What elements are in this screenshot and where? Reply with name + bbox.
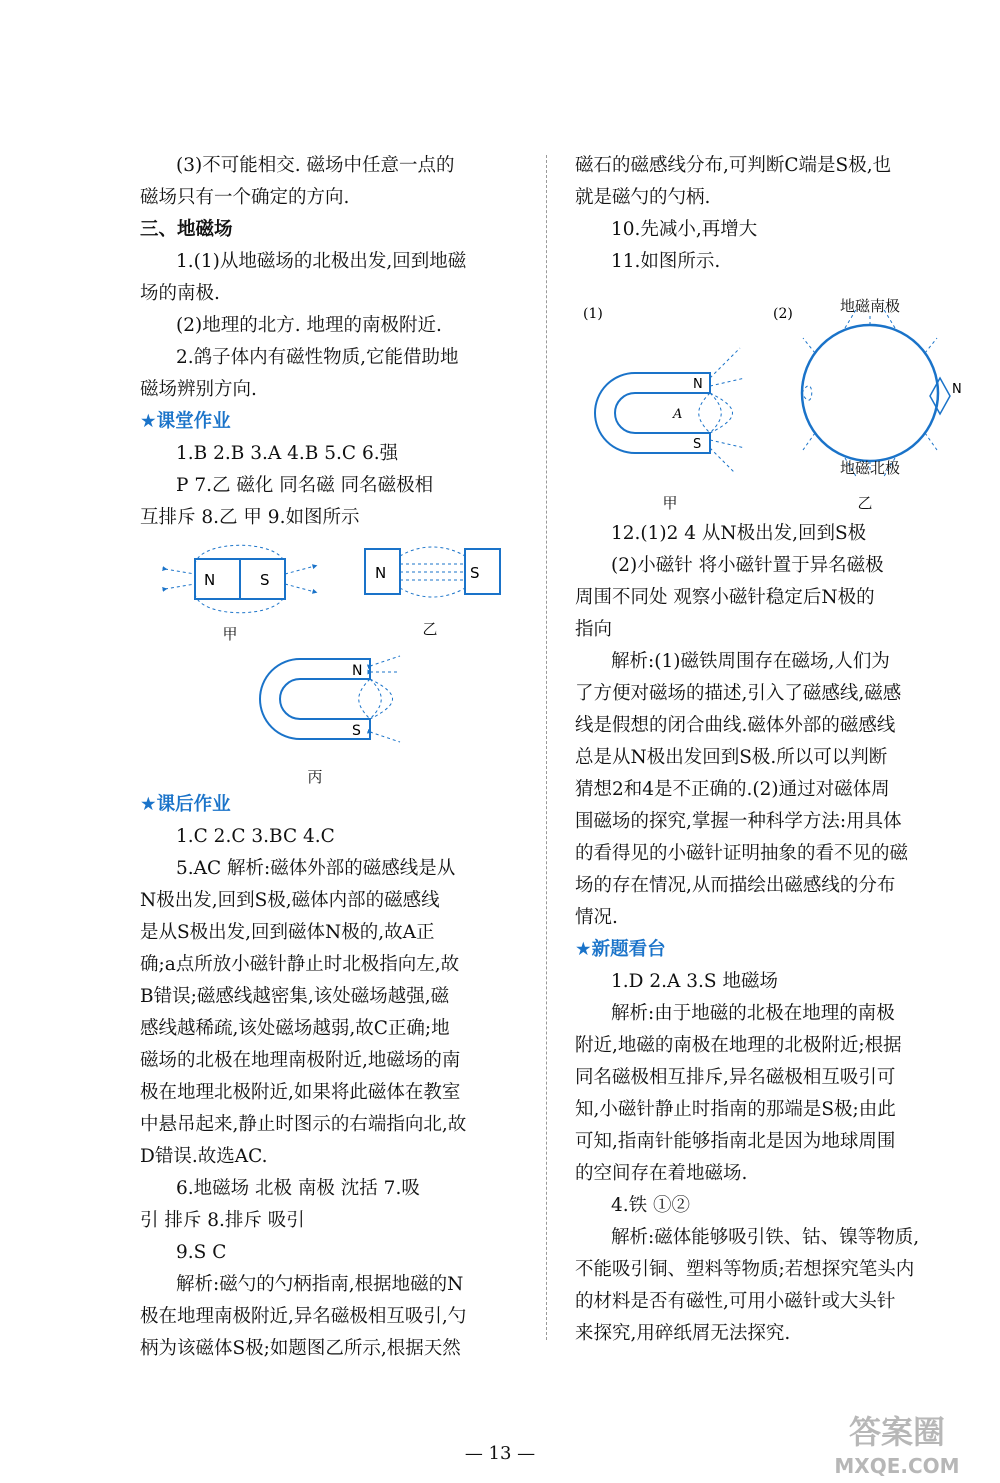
section-heading-kehou: ★课后作业 [140, 794, 231, 815]
right_mid-line: 的看得见的小磁针证明抽象的看不见的磁 [575, 843, 909, 864]
fig11-label-jia: 甲 [662, 494, 678, 512]
section-heading-ketang: ★课堂作业 [140, 411, 231, 432]
left-line: 2.鸽子体内有磁性物质,它能借助地 [176, 347, 459, 368]
fig9-label-yi: 乙 [422, 620, 438, 638]
kehou-line: 引 排斥 8.排斥 吸引 [140, 1210, 305, 1231]
ketang-line: P 7.乙 磁化 同名磁 同名磁极相 [176, 475, 434, 496]
fig9-yi-s: S [470, 564, 480, 582]
fig9-label-jia: 甲 [222, 625, 238, 643]
right_mid-line: (2)小磁针 将小磁针置于异名磁极 [611, 555, 884, 576]
kehou-answers [140, 821, 520, 1365]
fig11-jia-s: S [693, 437, 702, 452]
figure-11 [575, 278, 960, 518]
kehou-line: 感线越稀疏,该处磁场越弱,故C正确;地 [140, 1018, 450, 1039]
right_top-line: 就是磁勺的勺柄. [575, 187, 711, 208]
figure-11-jia [595, 348, 745, 512]
fig11-jia-a: A [673, 407, 683, 422]
watermark-logo [812, 1405, 982, 1480]
right-top-text [575, 150, 960, 278]
fig9-yi-n: N [375, 564, 387, 582]
fig9-bing-s: S [352, 723, 361, 739]
xinti-line: 的材料是否有磁性,可用小磁针或大头针 [575, 1291, 896, 1312]
right_mid-line: 了方便对磁场的描述,引入了磁感线,磁感 [575, 683, 902, 704]
right_mid-line: 围磁场的探究,掌握一种科学方法:用具体 [575, 811, 902, 832]
svg-text:MXQE.COM: MXQE.COM [834, 1454, 960, 1478]
right_mid-line: 线是假想的闭合曲线.磁体外部的磁感线 [575, 715, 896, 736]
ketang-answers [140, 438, 520, 534]
xinti-line: 解析:由于地磁的北极在地理的南极 [611, 1003, 895, 1024]
fig11-south-geo: 地磁南极 [839, 297, 901, 315]
section-heading-xinti: ★新题看台 [575, 939, 666, 960]
kehou-line: 5.AC 解析:磁体外部的磁感线是从 [176, 858, 456, 879]
xinti-line: 知,小磁针静止时指南的那端是S极;由此 [575, 1099, 896, 1120]
fig9-label-bing: 丙 [307, 768, 323, 786]
figure-9-yi [365, 547, 500, 638]
left-line: 磁场辨别方向. [140, 379, 257, 400]
figure-11-yi [802, 297, 962, 512]
kehou-line: 磁场的北极在地理南极附近,地磁场的南 [140, 1050, 461, 1071]
xinti-line: 来探究,用碎纸屑无法探究. [575, 1323, 791, 1344]
fig9-bing-n: N [352, 663, 363, 679]
fig11-compass-n: N [952, 382, 962, 397]
xinti-line: 不能吸引铜、塑料等物质;若想探究笔头内 [575, 1259, 915, 1280]
kehou-line: 极在地理北极附近,如果将此磁体在教室 [140, 1082, 461, 1103]
figure-9-jia [165, 545, 315, 643]
left-line: 三、地磁场 [140, 219, 233, 240]
figure-9 [140, 534, 520, 789]
right_mid-line: 情况. [575, 907, 618, 928]
kehou-line: 确;a点所放小磁针静止时北极指向左,故 [140, 954, 460, 975]
kehou-line: D错误.故选AC. [140, 1146, 268, 1167]
fig9-jia-s: S [260, 571, 270, 589]
right_mid-line: 场的存在情况,从而描绘出磁感线的分布 [575, 875, 896, 896]
kehou-line: 中悬吊起来,静止时图示的右端指向北,故 [140, 1114, 467, 1135]
right_mid-line: 总是从N极出发回到S极.所以可以判断 [575, 747, 888, 768]
fig11-jia-n: N [693, 377, 703, 392]
fig11-label-yi: 乙 [857, 494, 873, 512]
fig11-num1: (1) [583, 306, 603, 322]
xinti-line: 可知,指南针能够指南北是因为地球周围 [575, 1131, 896, 1152]
figure-9-bing [260, 656, 400, 786]
xinti-line: 同名磁极相互排斥,异名磁极相互吸引可 [575, 1067, 896, 1088]
kehou-line: 解析:磁勺的勺柄指南,根据地磁的N [176, 1274, 464, 1295]
xinti-line: 的空间存在着地磁场. [575, 1163, 748, 1184]
right_mid-line: 解析:(1)磁铁周围存在磁场,人们为 [611, 651, 890, 672]
fig9-jia-n: N [204, 571, 216, 589]
left-line: (2)地理的北方. 地理的南极附近. [176, 315, 442, 336]
right_top-line: 10.先减小,再增大 [611, 219, 758, 240]
right-column [575, 150, 960, 1350]
right_mid-line: 12.(1)2 4 从N极出发,回到S极 [611, 523, 867, 544]
svg-text:答案圈: 答案圈 [848, 1413, 946, 1451]
right_mid-line: 周围不同处 观察小磁针稳定后N极的 [575, 587, 875, 608]
left-line: 1.(1)从地磁场的北极出发,回到地磁 [176, 251, 467, 272]
fig11-north-geo: 地磁北极 [839, 459, 901, 477]
xinti-answers [575, 966, 960, 1350]
right_top-line: 磁石的磁感线分布,可判断C端是S极,也 [575, 155, 892, 176]
kehou-line: 是从S极出发,回到磁体N极的,故A正 [140, 922, 435, 943]
left-column [140, 150, 520, 1365]
page-number: — 13 — [464, 1443, 536, 1464]
kehou-line: B错误;磁感线越密集,该处磁场越强,磁 [140, 986, 450, 1007]
column-divider [546, 155, 547, 1340]
right-mid-text [575, 518, 960, 934]
ketang-line: 互排斥 8.乙 甲 9.如图所示 [140, 507, 360, 528]
xinti-line: 1.D 2.A 3.S 地磁场 [611, 971, 778, 992]
kehou-line: 9.S C [176, 1242, 227, 1263]
ketang-line: 1.B 2.B 3.A 4.B 5.C 6.强 [176, 443, 399, 464]
xinti-line: 4.铁 ①② [611, 1195, 691, 1216]
kehou-line: 极在地理南极附近,异名磁极相互吸引,勺 [140, 1306, 467, 1327]
kehou-line: 1.C 2.C 3.BC 4.C [176, 826, 335, 847]
fig11-num2: (2) [773, 306, 793, 322]
kehou-line: N极出发,回到S极,磁体内部的磁感线 [140, 890, 440, 911]
left-line: 场的南极. [140, 283, 220, 304]
kehou-line: 6.地磁场 北极 南极 沈括 7.吸 [176, 1178, 420, 1199]
right_mid-line: 指向 [575, 619, 613, 640]
left-line: 磁场只有一个确定的方向. [140, 187, 350, 208]
kehou-line: 柄为该磁体S极;如题图乙所示,根据天然 [140, 1338, 461, 1359]
right_mid-line: 猜想2和4是不正确的.(2)通过对磁体周 [575, 779, 890, 800]
right_top-line: 11.如图所示. [611, 251, 721, 272]
left-line: (3)不可能相交. 磁场中任意一点的 [176, 155, 455, 176]
left-intro-text [140, 150, 520, 406]
xinti-line: 附近,地磁的南极在地理的北极附近;根据 [575, 1035, 902, 1056]
xinti-line: 解析:磁体能够吸引铁、钴、镍等物质, [611, 1227, 920, 1248]
